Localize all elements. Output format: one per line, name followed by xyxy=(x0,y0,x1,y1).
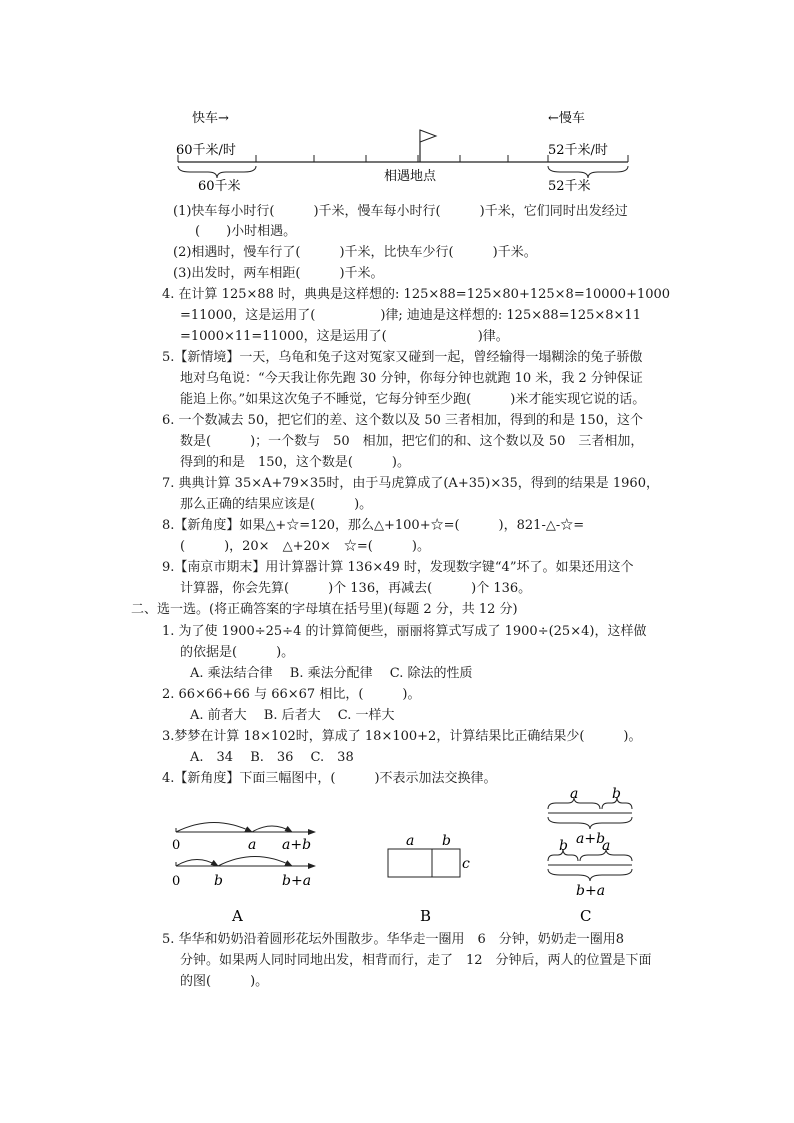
q6-line-3: 得到的和是 150，这个数是( )。 xyxy=(180,455,410,470)
figure-a xyxy=(172,823,315,926)
fig-c-b-bottom: b xyxy=(559,838,568,854)
q4-line-3: =1000×11=11000，这是运用了( )律。 xyxy=(180,329,509,344)
q8-line-2: ( )，20× △+20× ☆=( )。 xyxy=(180,539,430,554)
fig-a-letter: A xyxy=(232,907,243,925)
s4-line: 4.【新角度】下面三幅图中，( )不表示加法交换律。 xyxy=(162,771,497,786)
s3-options: A. 34 B. 36 C. 38 xyxy=(190,750,354,765)
slow-segment-label: 52千米 xyxy=(548,179,591,194)
q6-line-1: 6. 一个数减去 50，把它们的差、这个数以及 50 三者相加，得到的和是 150，这个 xyxy=(162,413,643,428)
q4-line-2: =11000，这是运用了( )律; 迪迪是这样想的: 125×88=125×8×11 xyxy=(180,308,641,323)
s1-line-2: 的依据是( )。 xyxy=(180,645,295,660)
q8-line-1: 8.【新角度】如果△+☆=120，那么△+100+☆=( )，821-△-☆= xyxy=(162,518,585,533)
s5-line-1: 5. 华华和奶奶沿着圆形花坛外围散步。华华走一圈用 6 分钟，奶奶走一圈用8 xyxy=(162,932,625,947)
q6-line-2: 数是( )；一个数与 50 相加，把它们的和、这个数以及 50 三者相加， xyxy=(180,434,644,449)
q5-line-3: 能追上你。”如果这次兔子不睡觉，它每分钟至少跑( )米才能实现它说的话。 xyxy=(180,392,646,407)
fig-c-apb: a+b xyxy=(576,831,606,847)
s2-options: A. 前者大 B. 后者大 C. 一样大 xyxy=(190,708,395,723)
q4-line-1: 4. 在计算 125×88 时，典典是这样想的: 125×88=125×80+125×8=10000+1000 xyxy=(162,287,671,302)
fast-car-label: 快车→ xyxy=(192,111,229,126)
s2-line: 2. 66×66+66 与 66×67 相比，( )。 xyxy=(162,687,421,702)
slow-speed-label: 52千米/时 xyxy=(548,143,608,158)
option-figures xyxy=(160,785,640,930)
s1-options: A. 乘法结合律 B. 乘法分配律 C. 除法的性质 xyxy=(190,666,473,681)
fig-c-bpa: b+a xyxy=(576,883,606,899)
fig-a-zero-1: 0 xyxy=(172,838,181,853)
slow-car-label: ←慢车 xyxy=(548,111,585,126)
q9-line-1: 9.【南京市期末】用计算器计算 136×49 时，发现数字键“4”坏了。如果还用这个 xyxy=(162,560,634,575)
s1-line-1: 1. 为了使 1900÷25÷4 的计算简便些，丽丽将算式写成了 1900÷(25×4)，这样做 xyxy=(162,624,647,639)
fast-speed-label: 60千米/时 xyxy=(176,143,236,158)
fig-c-letter: C xyxy=(580,907,592,925)
q3-line-1: (1)快车每小时行( )千米，慢车每小时行( )千米，它们同时出发经过 xyxy=(173,204,628,219)
meeting-diagram xyxy=(160,100,640,200)
q5-line-1: 5.【新情境】一天，乌龟和兔子这对冤家又碰到一起，曾经输得一塌糊涂的兔子骄傲 xyxy=(162,350,643,365)
s5-line-3: 的图( )。 xyxy=(180,974,269,989)
flag-icon xyxy=(420,130,436,162)
fig-a-a-1: a xyxy=(248,837,257,853)
fig-b-letter: B xyxy=(420,907,432,925)
s3-line: 3.梦梦在计算 18×102时，算成了 18×100+2，计算结果比正确结果少( )。 xyxy=(162,729,642,744)
fast-segment-label: 60千米 xyxy=(198,179,241,194)
q5-line-2: 地对乌龟说：“今天我让你先跑 30 分钟，你每分钟也就跑 10 米，我 2 分钟保证 xyxy=(180,371,643,386)
fast-segment-brace xyxy=(178,166,256,178)
meeting-point-label: 相遇地点 xyxy=(384,169,437,184)
section-2-title: 二、选一选。(将正确答案的字母填在括号里)(每题 2 分，共 12 分) xyxy=(131,602,518,617)
fig-a-b-2: b xyxy=(214,873,223,889)
q3-line-2: ( )小时相遇。 xyxy=(195,224,297,239)
q7-line-2: 那么正确的结果应该是( )。 xyxy=(180,497,373,512)
figure-b xyxy=(388,833,470,925)
s5-line-2: 分钟。如果两人同时同地出发，相背而行，走了 12 分钟后，两人的位置是下面 xyxy=(180,953,652,968)
fig-a-zero-2: 0 xyxy=(172,874,181,889)
fig-c-b-top: b xyxy=(612,786,621,802)
q3-line-4: (3)出发时，两车相距( )千米。 xyxy=(173,266,384,281)
fig-c-a-bottom: a xyxy=(602,838,611,854)
fig-a-apb-1: a+b xyxy=(282,837,312,853)
fig-b-a: a xyxy=(406,833,415,849)
q7-line-1: 7. 典典计算 35×A+79×35时，由于马虎算成了(A+35)×35，得到的结果是 1960， xyxy=(162,476,659,491)
fig-c-a-top: a xyxy=(570,786,579,802)
fig-b-c: c xyxy=(462,856,470,872)
figure-c xyxy=(548,786,632,925)
q9-line-2: 计算器，你会先算( )个 136，再减去( )个 136。 xyxy=(180,581,532,596)
slow-segment-brace xyxy=(548,166,628,178)
fig-b-b: b xyxy=(442,833,451,849)
q3-line-3: (2)相遇时，慢车行了( )千米，比快车少行( )千米。 xyxy=(173,245,537,260)
fig-a-bpa-2: b+a xyxy=(282,873,312,889)
